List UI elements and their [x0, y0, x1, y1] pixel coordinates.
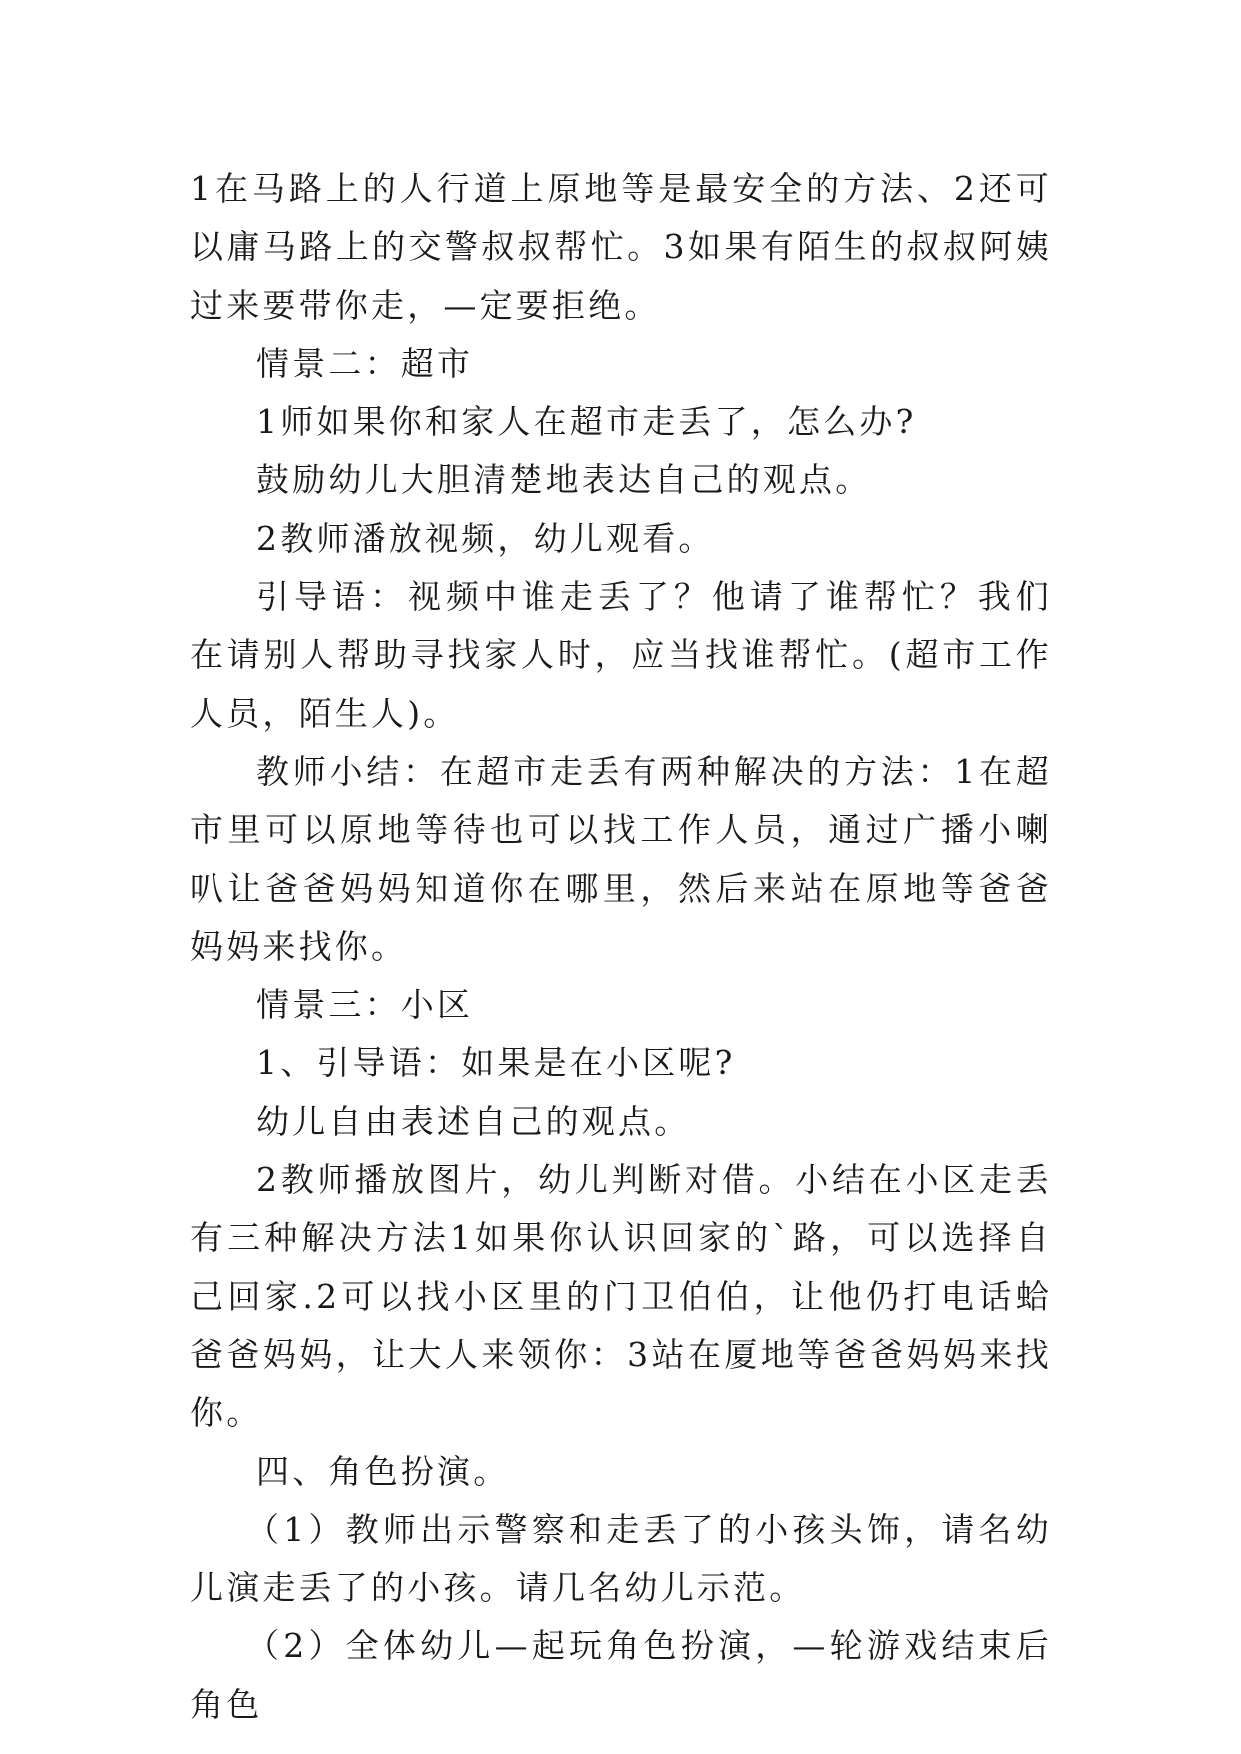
document-body — [190, 160, 1052, 1734]
heading-scene-three-community: 情景三：小区 — [256, 985, 474, 1025]
paragraph-community-summary: 2教师播放图片，幼儿判断对借。小结在小区走丢有三种解决方法1如果你认识回家的`路，可以选择自己回家.2可以找小区里的门卫伯伯，让他仍打电话蛤爸爸妈妈，让大人来领你：3站在厦地等爸爸妈妈来找你。 — [190, 1160, 1052, 1433]
paragraph-play-video: 2教师潘放视频，幼儿观看。 — [256, 518, 715, 558]
paragraph-community-question: 1、引导语：如果是在小区呢? — [256, 1043, 736, 1083]
paragraph-role-play-step-1: （1）教师出示警察和走丢了的小孩头饰，请名幼儿演走丢了的小孩。请几名幼儿示范。 — [190, 1509, 1052, 1608]
paragraph-role-play-step-2: （2）全体幼儿—起玩角色扮演，—轮游戏结束后角色 — [190, 1626, 1052, 1724]
heading-scene-two-supermarket: 情景二：超市 — [256, 343, 474, 383]
paragraph-guiding-questions: 引导语：视频中谁走丢了？他请了谁帮忙？我们在请别人帮助寻找家人时，应当找谁帮忙。(超市工作人员，陌生人)。 — [190, 577, 1052, 733]
paragraph-supermarket-question: 1师如果你和家人在超市走丢了，怎么办? — [256, 402, 917, 442]
paragraph-safety-tips: 1在马路上的人行道上原地等是最安全的方法、2还可以庸马路上的交警叔叔帮忙。3如果有陌生的叔叔阿姨过来要带你走，—定要拒绝。 — [190, 169, 1052, 325]
paragraph-teacher-summary: 教师小结：在超市走丢有两种解决的方法：1在超市里可以原地等待也可以找工作人员，通过广播小喇叭让爸爸妈妈知道你在哪里，然后来站在原地等爸爸妈妈来找你。 — [190, 751, 1052, 966]
paragraph-free-expression: 幼儿自由表述自己的观点。 — [256, 1101, 691, 1141]
heading-role-play: 四、角色扮演。 — [256, 1451, 510, 1491]
paragraph-encourage-expression: 鼓励幼儿大胆清楚地表达自己的观点。 — [256, 460, 872, 500]
